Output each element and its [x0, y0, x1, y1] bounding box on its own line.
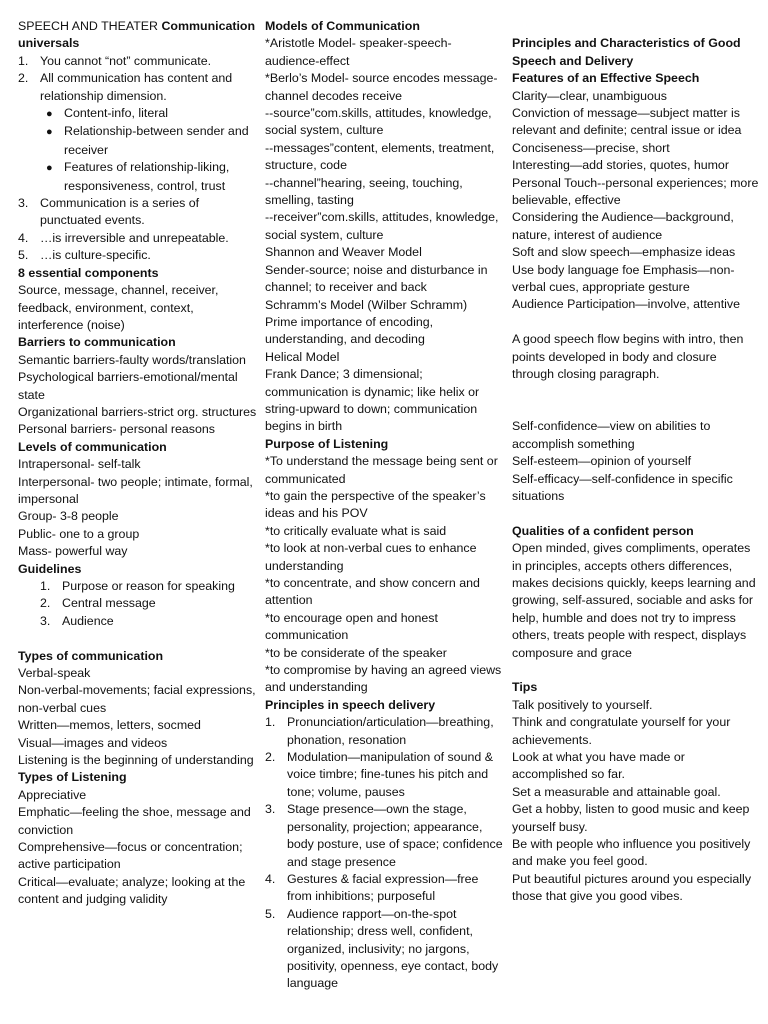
item-number: 2.	[18, 71, 29, 86]
item-number: 1.	[265, 715, 276, 730]
item-text: Gestures & facial expression—free from inhibitions; purposeful	[287, 871, 479, 904]
text-line: Shannon and Weaver Model	[265, 245, 422, 260]
item-number: 5.	[18, 248, 29, 263]
spacer	[512, 314, 760, 331]
numbered-item	[265, 871, 505, 906]
text-line: --channel”hearing, seeing, touching, smelling, tasting	[265, 175, 463, 208]
text-line: Use body language foe Emphasis—non-verbal cues, appropriate gesture	[512, 262, 735, 295]
title-segment: SPEECH AND THEATER	[18, 19, 162, 33]
text-line: *to concentrate, and show concern and attention	[265, 576, 480, 608]
text-line: Interesting—add stories, quotes, humor	[512, 158, 729, 173]
bullet-item	[18, 105, 258, 123]
numbered-item	[265, 749, 505, 801]
bullet-item	[18, 123, 258, 159]
text-line: Considering the Audience—background, nature, interest of audience	[512, 210, 734, 242]
column-1	[18, 18, 258, 909]
text-line: Schramm’s Model (Wilber Schramm)	[265, 297, 468, 312]
text-line: Listening is the beginning of understanding	[18, 753, 254, 768]
text-line: *to critically evaluate what is said	[265, 523, 447, 538]
item-number: 3.	[18, 196, 29, 211]
text-line: Soft and slow speech—emphasize ideas	[512, 245, 736, 260]
text-line: *to look at non-verbal cues to enhance understanding	[265, 541, 477, 573]
spacer	[18, 630, 258, 647]
numbered-item	[18, 595, 258, 612]
text-line: Self-esteem—opinion of yourself	[512, 454, 692, 469]
bullet-icon: ●	[46, 108, 53, 121]
text-line: Talk positively to yourself.	[512, 697, 653, 712]
text-line: Get a hobby, listen to good music and keep yourself busy.	[512, 802, 750, 834]
text-line: *to encourage open and honest communication	[265, 610, 438, 643]
text-line: Clarity—clear, unambiguous	[512, 88, 667, 103]
item-text: All communication has content and relationship dimension.	[40, 71, 233, 103]
section-heading: Types of Listening	[18, 770, 127, 785]
item-number: 3.	[40, 613, 51, 628]
section-heading: Principles in speech delivery	[265, 697, 436, 712]
item-text: …is irreversible and unrepeatable.	[40, 230, 229, 245]
text-line: *to gain the perspective of the speaker’s ideas and his POV	[265, 488, 486, 521]
text-line: Frank Dance; 3 dimensional; communication is dynamic; like helix or string-upward to down; communication begins in birth	[265, 367, 480, 434]
text-line: Look at what you have made or accomplished so far.	[512, 749, 685, 782]
text-line: Put beautiful pictures around you especially those that give you good vibes.	[512, 871, 752, 904]
text-line: Non-verbal-movements; facial expressions, non-verbal cues	[18, 683, 256, 715]
column-3	[512, 18, 760, 906]
text-line: Think and congratulate yourself for your achievements.	[512, 715, 731, 747]
item-text: Pronunciation/articulation—breathing, phonation, resonation	[287, 715, 494, 747]
numbered-item	[265, 714, 505, 749]
spacer	[512, 505, 760, 522]
text-line: Public- one to a group	[18, 526, 140, 541]
document-title	[18, 18, 258, 53]
section-heading: Purpose of Listening	[265, 436, 389, 451]
item-text: Audience rapport—on-the-spot relationship; dress well, confident, organized, inclusivity; no jargons, positivity, openness, eye contact, body language	[287, 906, 499, 991]
section-heading: 8 essential components	[18, 265, 159, 280]
section-heading: Qualities of a confident person	[512, 523, 694, 538]
bullet-icon: ●	[46, 126, 53, 139]
text-line: Written—memos, letters, socmed	[18, 718, 201, 733]
numbered-item	[18, 247, 258, 264]
text-line: *to compromise by having an agreed views and understanding	[265, 663, 502, 695]
text-line: Comprehensive—focus or concentration; active participation	[18, 840, 243, 872]
text-line: Organizational barriers-strict org. structures	[18, 404, 257, 419]
text-line: Personal barriers- personal reasons	[18, 422, 215, 437]
text-line: Be with people who influence you positively and make you feel good.	[512, 837, 751, 869]
numbered-item	[18, 578, 258, 595]
text-line: Audience Participation—involve, attentive	[512, 297, 740, 312]
numbered-item	[265, 906, 505, 993]
numbered-item	[265, 801, 505, 871]
bullet-item	[18, 159, 258, 195]
text-line: Personal Touch--personal experiences; more believable, effective	[512, 175, 759, 208]
section-heading: Barriers to communication	[18, 335, 176, 350]
text-line: --receiver”com.skills, attitudes, knowledge, social system, culture	[265, 210, 499, 242]
item-text: You cannot “not” communicate.	[40, 53, 212, 68]
column-2	[265, 18, 505, 993]
item-number: 4.	[18, 230, 29, 245]
item-text: Communication is a series of punctuated events.	[40, 196, 200, 228]
item-text: Content-info, literal	[64, 106, 168, 121]
spacer	[512, 18, 760, 35]
text-line: Appreciative	[18, 787, 87, 802]
text-line: Self-efficacy—self-confidence in specific situations	[512, 471, 733, 503]
text-line: *To understand the message being sent or communicated	[265, 454, 498, 486]
text-line: --source”com.skills, attitudes, knowledge, social system, culture	[265, 106, 492, 138]
bullet-icon: ●	[46, 162, 53, 175]
text-line: Sender-source; noise and disturbance in channel; to receiver and back	[265, 262, 488, 295]
text-line: Visual—images and videos	[18, 735, 168, 750]
spacer	[512, 662, 760, 679]
item-text: Purpose or reason for speaking	[62, 579, 235, 593]
item-text: Central message	[62, 596, 156, 611]
item-number: 3.	[265, 802, 276, 817]
item-number: 5.	[265, 906, 276, 921]
numbered-item	[18, 195, 258, 230]
numbered-item	[18, 70, 258, 105]
text-line: Source, message, channel, receiver, feedback, environment, context, interference (noise)	[18, 283, 219, 332]
section-heading: Levels of communication	[18, 439, 167, 454]
text-line: --messages”content, elements, treatment, structure, code	[265, 140, 495, 173]
item-number: 4.	[265, 871, 276, 886]
spacer	[512, 401, 760, 418]
text-line: *Berlo’s Model- source encodes message-channel decodes receive	[265, 71, 498, 103]
section-heading: Features of an Effective Speech	[512, 71, 700, 86]
item-number: 2.	[40, 596, 51, 611]
item-text: Relationship-between sender and receiver	[64, 124, 249, 157]
item-text: Features of relationship-liking, responsiveness, control, trust	[64, 160, 230, 193]
text-line: Conviction of message—subject matter is relevant and definite; central issue or idea	[512, 106, 742, 138]
section-heading: Tips	[512, 680, 538, 695]
item-number: 1.	[40, 579, 51, 593]
numbered-item	[18, 230, 258, 247]
text-line: Psychological barriers-emotional/mental state	[18, 370, 238, 402]
text-line: Mass- powerful way	[18, 544, 128, 559]
item-text: Stage presence—own the stage, personality, projection; appearance, body posture, use of space; confidence and stage presence	[287, 802, 503, 869]
text-line: A good speech flow begins with intro, then points developed in body and closure through closing paragraph.	[512, 332, 744, 382]
section-heading: Principles and Characteristics of Good Speech and Delivery	[512, 36, 741, 68]
text-line: Set a measurable and attainable goal.	[512, 784, 721, 799]
item-text: Audience	[62, 613, 114, 628]
text-line: Helical Model	[265, 349, 340, 364]
text-line: Self-confidence—view on abilities to accomplish something	[512, 419, 711, 451]
title-segment: Communication universals	[18, 19, 256, 51]
spacer	[512, 384, 760, 401]
text-line: Conciseness—precise, short	[512, 140, 670, 155]
text-line: Group- 3-8 people	[18, 509, 119, 524]
section-heading: Models of Communication	[265, 19, 420, 33]
text-line: Semantic barriers-faulty words/translation	[18, 352, 246, 367]
text-line: Open minded, gives compliments, operates in principles, accepts others differences, makes decisions quickly, keeps learning and growing, self-assured, sociable and asks for help, humble and does not try to impress others, treats people with respect, displays composure and grace	[512, 541, 756, 660]
text-line: Intrapersonal- self-talk	[18, 457, 141, 472]
item-number: 2.	[265, 750, 276, 765]
section-heading: Types of communication	[18, 648, 164, 663]
text-line: Prime importance of encoding, understanding, and decoding	[265, 314, 434, 347]
item-text: Modulation—manipulation of sound & voice timbre; fine-tunes his pitch and tone; volume, pauses	[287, 750, 493, 799]
numbered-item	[18, 53, 258, 70]
text-line: Critical—evaluate; analyze; looking at the content and judging validity	[18, 874, 246, 907]
item-text: …is culture-specific.	[40, 248, 151, 263]
item-number: 1.	[18, 53, 29, 68]
text-line: *to be considerate of the speaker	[265, 645, 447, 660]
numbered-item	[18, 613, 258, 630]
text-line: Interpersonal- two people; intimate, formal, impersonal	[18, 474, 253, 506]
text-line: *Aristotle Model- speaker-speech-audience-effect	[265, 36, 452, 68]
text-line: Emphatic—feeling the shoe, message and conviction	[18, 805, 251, 837]
section-heading: Guidelines	[18, 561, 82, 576]
text-line: Verbal-speak	[18, 666, 91, 681]
